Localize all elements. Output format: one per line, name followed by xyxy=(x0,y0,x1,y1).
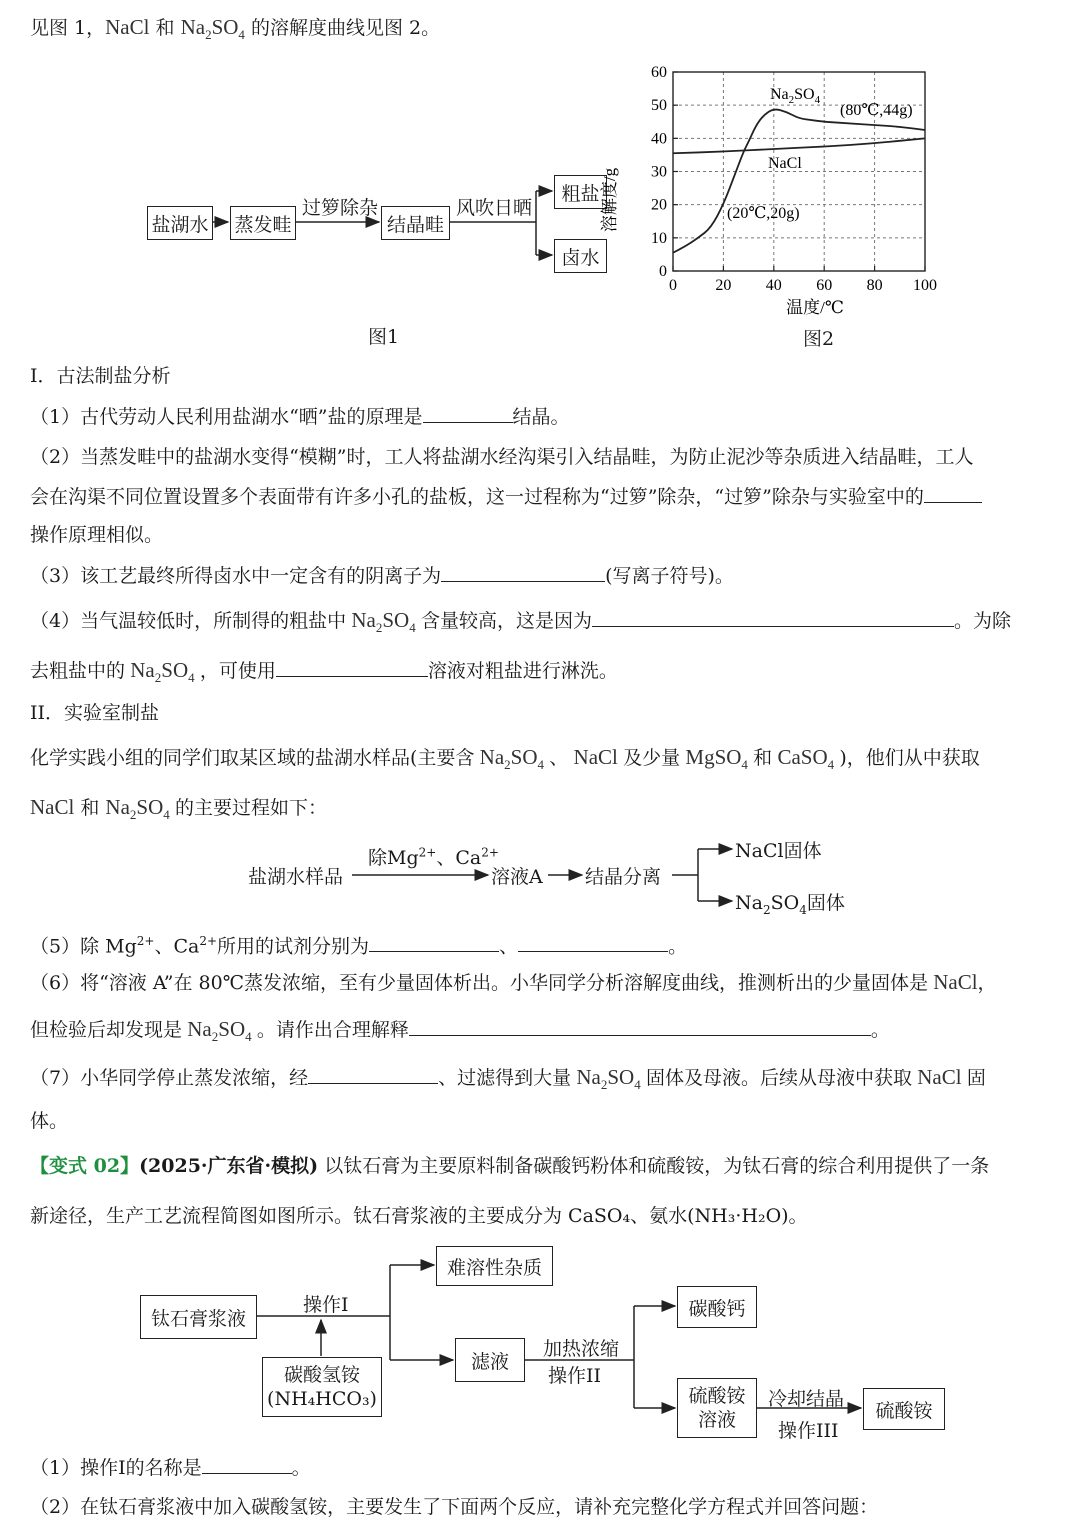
y-axis-label: 溶解度/g xyxy=(600,167,619,233)
question-6-line-2: 但检验后却发现是 $Na_2SO_4$ 。请作出合理解释 。 xyxy=(30,1017,890,1045)
question-1: （1）古代劳动人民利用盐湖水“晒”盐的原理是 结晶。 xyxy=(30,406,570,428)
box-ammonium-sulfate: 硫酸铵 xyxy=(863,1388,945,1430)
x-tick-label: 100 xyxy=(913,277,937,294)
label-op2: 操作II xyxy=(548,1365,602,1387)
question-7-line-1: （7）小华同学停止蒸发浓缩，经 、过滤得到大量 $Na_2SO_4$ 固体及母液。后续从母液中获取 NaCl 固 xyxy=(30,1065,986,1093)
series-line-nacl xyxy=(673,138,925,153)
annotation-20c: (20℃,20g) xyxy=(727,205,800,222)
question-2-line-1: （2）当蒸发畦中的盐湖水变得“模糊”时，工人将盐湖水经沟渠引入结晶畦，为防止泥沙等杂质进入结晶畦，工人 xyxy=(30,446,974,468)
intro-text: 和 xyxy=(149,17,181,39)
box-crude-salt: 粗盐 xyxy=(554,175,607,209)
y-tick-label: 50 xyxy=(651,97,667,115)
label-remove-ions: 除$Mg^{2+}$、$Ca^{2+}$ xyxy=(368,845,499,869)
intro-text: 见图 1， xyxy=(30,17,106,39)
answer-blank[interactable] xyxy=(518,933,668,952)
series-label-na2so4: $Na_2SO_4$ xyxy=(770,86,821,106)
figure-1-caption: 图1 xyxy=(368,326,400,348)
solubility-chart xyxy=(600,55,960,320)
question-4-line-1: （4）当气温较低时，所制得的粗盐中 $Na_2SO_4$ 含量较高，这是因为 。为除 xyxy=(30,608,1011,636)
x-tick-label: 20 xyxy=(715,277,732,294)
x-axis-label: 温度/℃ xyxy=(786,298,844,317)
nacl-formula: NaCl xyxy=(105,15,150,39)
box-crystal-field: 结晶畦 xyxy=(381,206,450,240)
y-tick-label: 60 xyxy=(651,64,667,81)
paragraph-2-line-2: NaCl 和 $Na_2SO_4$ 的主要过程如下： xyxy=(30,795,328,823)
section-2-title: II．实验室制盐 xyxy=(30,702,160,724)
series-line-na2so4 xyxy=(673,110,925,253)
series-label-nacl: NaCl xyxy=(768,155,802,172)
flow-3-arrows xyxy=(0,1230,1000,1450)
box-ammonium-bicarbonate: 碳酸氢铵 (NH₄HCO₃) xyxy=(262,1357,382,1417)
question-4-line-2: 去粗盐中的 $Na_2SO_4$ ，可使用 溶液对粗盐进行淋洗。 xyxy=(30,658,618,686)
box-impurity: 难溶性杂质 xyxy=(436,1246,553,1286)
x-tick-label: 60 xyxy=(816,277,833,294)
label-separation: 结晶分离 xyxy=(585,866,662,888)
y-tick-label: 30 xyxy=(651,163,667,181)
answer-blank[interactable] xyxy=(276,658,428,677)
label-nacl-solid: NaCl固体 xyxy=(735,840,822,862)
label-heat: 加热浓缩 xyxy=(543,1338,620,1360)
box-lake-water: 盐湖水 xyxy=(147,206,213,240)
variant-tag: 【变式 02】 xyxy=(30,1155,140,1177)
na2so4-formula: $Na_2SO_4$ xyxy=(180,15,245,43)
question-7-line-2: 体。 xyxy=(30,1110,69,1132)
label-sample: 盐湖水样品 xyxy=(248,866,344,888)
question-9: （2）在钛石膏浆液中加入碳酸氢铵，主要发生了下面两个反应，请补充完整化学方程式并回答问题： xyxy=(30,1496,879,1518)
answer-blank[interactable] xyxy=(592,608,954,627)
label-op1: 操作I xyxy=(303,1294,349,1316)
answer-blank[interactable] xyxy=(423,404,513,423)
question-2-line-3: 操作原理相似。 xyxy=(30,524,164,546)
question-2-line-2: 会在沟渠不同位置设置多个表面带有许多小孔的盐板，这一过程称为“过箩”除杂，“过箩”除杂与实验室中的 xyxy=(30,484,982,510)
annotation-80c: (80℃,44g) xyxy=(840,102,913,119)
y-tick-label: 20 xyxy=(651,196,667,214)
variant-source: (2025·广东省·模拟) xyxy=(139,1155,319,1177)
y-tick-label: 10 xyxy=(651,229,667,247)
paragraph-2-line-1: 化学实践小组的同学们取某区域的盐湖水样品(主要含 $Na_2SO_4$ 、 NaCl 及少量 MgSO$_4$ 和 CaSO$_4$ )，他们从中获取 xyxy=(30,745,980,773)
box-brine: 卤水 xyxy=(554,239,607,273)
answer-blank[interactable] xyxy=(202,1455,292,1474)
question-8: （1）操作I的名称是 。 xyxy=(30,1457,311,1479)
box-caco3: 碳酸钙 xyxy=(677,1286,757,1328)
y-tick-label: 0 xyxy=(659,263,667,280)
variant-line-2: 新途径，生产工艺流程简图如图所示。钛石膏浆液的主要成分为 CaSO₄、氨水(NH₃·H₂O)。 xyxy=(30,1205,808,1227)
intro-text: 的溶解度曲线见图 2。 xyxy=(244,17,441,39)
label-op3: 操作III xyxy=(778,1420,839,1442)
label-wind-sun: 风吹日晒 xyxy=(456,197,533,219)
x-tick-label: 0 xyxy=(669,277,677,294)
label-filter: 过箩除杂 xyxy=(302,197,379,219)
answer-blank[interactable] xyxy=(409,1017,871,1036)
x-tick-label: 40 xyxy=(765,277,782,294)
flow-2-arrows xyxy=(340,840,740,920)
box-filtrate: 滤液 xyxy=(455,1338,525,1382)
section-1-title: I．古法制盐分析 xyxy=(30,365,171,387)
question-5: （5）除 $Mg^{2+}$、$Ca^{2+}$所用的试剂分别为 、 。 xyxy=(30,934,688,958)
figure-1-arrows xyxy=(0,0,620,300)
box-evaporation-field: 蒸发畦 xyxy=(230,206,296,240)
label-na2so4-solid: $Na_2SO_4$固体 xyxy=(735,892,845,917)
y-tick-label: 40 xyxy=(651,130,667,148)
answer-blank[interactable] xyxy=(441,563,605,582)
box-slurry: 钛石膏浆液 xyxy=(140,1295,257,1339)
label-solution-a: 溶液A xyxy=(491,866,543,888)
figure-2-caption: 图2 xyxy=(803,328,835,350)
answer-blank[interactable] xyxy=(924,484,982,503)
question-6-line-1: （6）将“溶液 A”在 80℃蒸发浓缩，至有少量固体析出。小华同学分析溶解度曲线，推测析出的少量固体是 NaCl， xyxy=(30,970,997,994)
variant-line-1: 【变式 02】(2025·广东省·模拟) 以钛石膏为主要原料制备碳酸钙粉体和硫酸铵，为钛石膏的综合利用提供了一条 xyxy=(30,1155,990,1177)
box-ammonium-sulfate-solution: 硫酸铵 溶液 xyxy=(677,1378,757,1438)
x-tick-label: 80 xyxy=(866,277,883,294)
question-3: （3）该工艺最终所得卤水中一定含有的阴离子为 (写离子符号)。 xyxy=(30,565,734,587)
answer-blank[interactable] xyxy=(369,933,499,952)
label-cool: 冷却结晶 xyxy=(768,1388,845,1410)
answer-blank[interactable] xyxy=(308,1065,438,1084)
